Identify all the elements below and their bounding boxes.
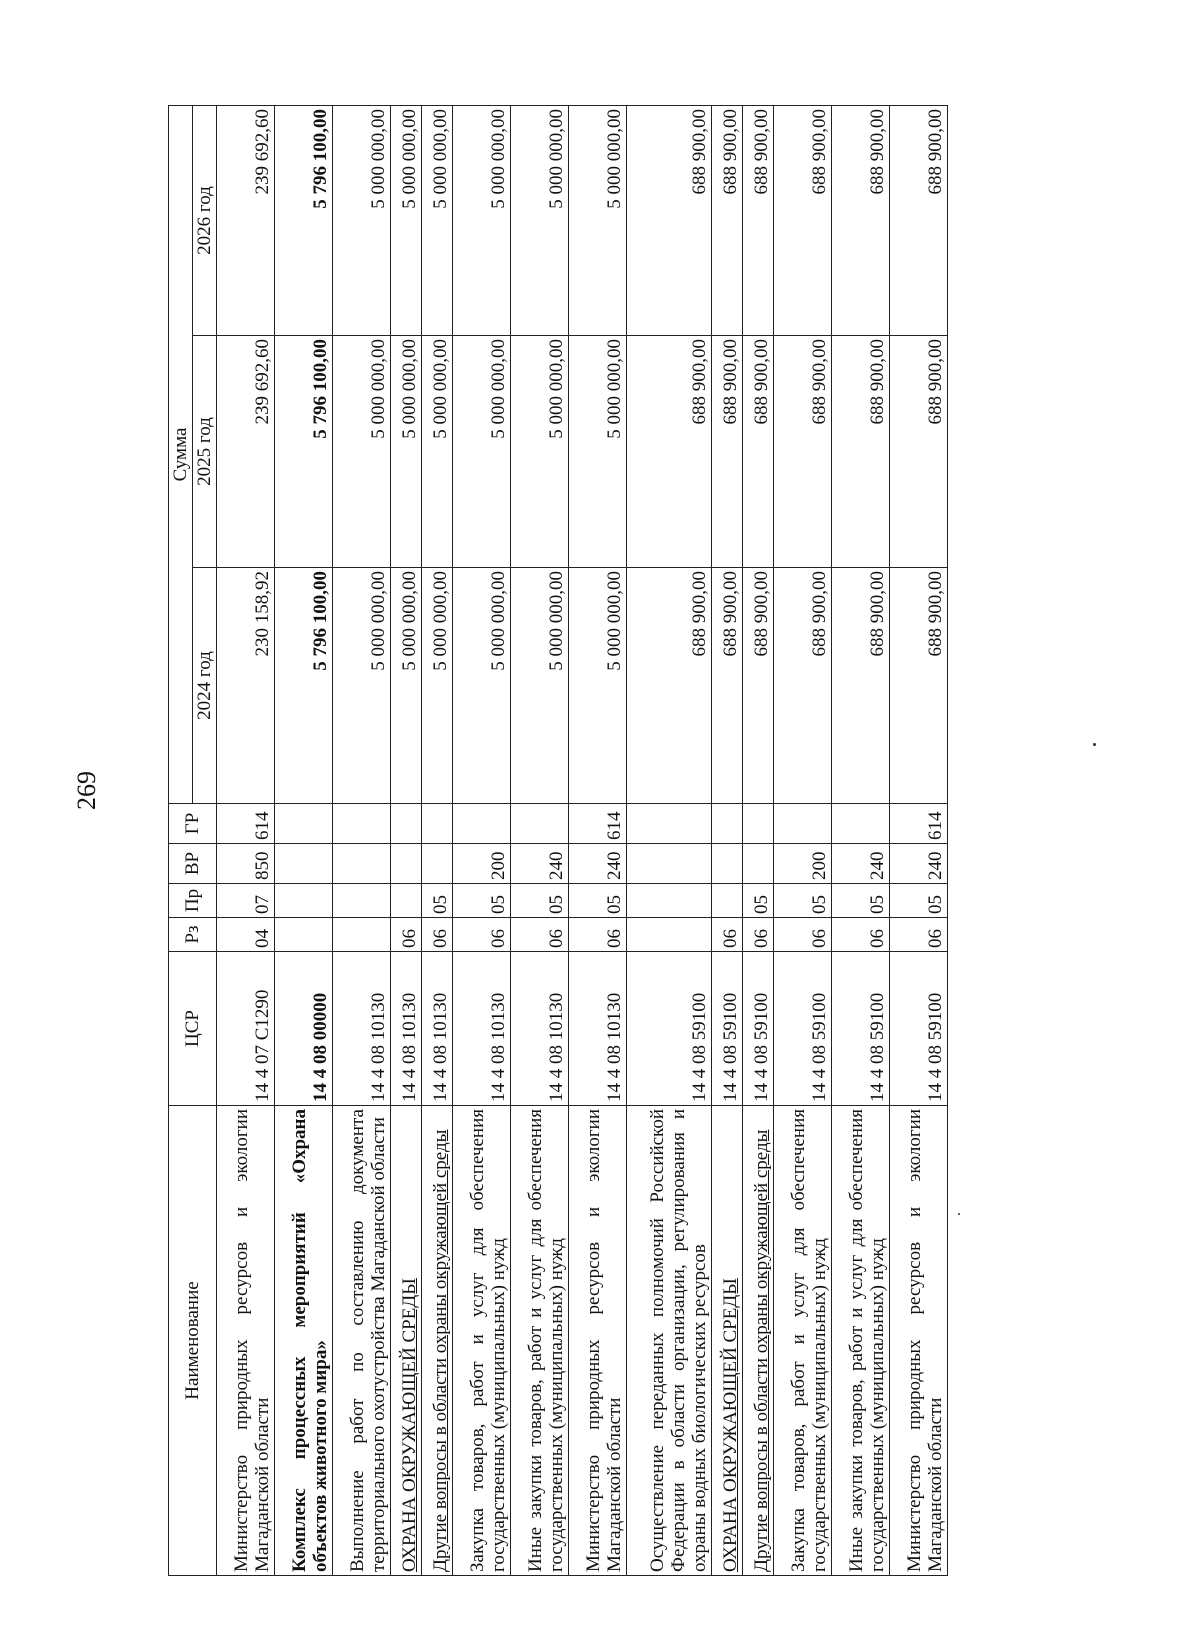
cell-csr: 14 4 08 10130	[510, 952, 568, 1106]
cell-y2026: 688 900,00	[831, 105, 889, 335]
cell-y2026: 688 900,00	[773, 105, 831, 335]
cell-gr	[452, 804, 510, 844]
cell-y2025: 688 900,00	[626, 336, 711, 568]
cell-rz: 06	[421, 918, 452, 952]
cell-y2024: 688 900,00	[889, 568, 947, 804]
cell-rz: 06	[831, 918, 889, 952]
cell-gr: 614	[889, 804, 947, 844]
cell-y2026: 5 000 000,00	[391, 105, 422, 335]
cell-name: Другие вопросы в области охраны окружающей среды	[742, 1106, 773, 1576]
cell-y2025: 688 900,00	[742, 336, 773, 568]
cell-vr	[742, 844, 773, 884]
table-row	[889, 105, 947, 1575]
cell-vr	[391, 844, 422, 884]
cell-csr: 14 4 08 59100	[712, 952, 743, 1106]
table-row	[626, 105, 711, 1575]
cell-pr: 05	[889, 884, 947, 918]
cell-y2026: 5 000 000,00	[568, 105, 626, 335]
cell-y2024: 688 900,00	[712, 568, 743, 804]
header-csr: ЦСР	[169, 952, 217, 1106]
cell-gr: 614	[568, 804, 626, 844]
cell-pr: 05	[773, 884, 831, 918]
cell-y2025: 688 900,00	[712, 336, 743, 568]
cell-y2024: 5 000 000,00	[452, 568, 510, 804]
cell-pr: 05	[831, 884, 889, 918]
cell-y2024: 688 900,00	[831, 568, 889, 804]
cell-csr: 14 4 07 C1290	[217, 952, 275, 1106]
cell-gr	[391, 804, 422, 844]
cell-vr: 240	[889, 844, 947, 884]
cell-pr	[275, 884, 333, 918]
cell-rz	[275, 918, 333, 952]
cell-y2024: 5 000 000,00	[421, 568, 452, 804]
cell-rz: 06	[568, 918, 626, 952]
table-row	[391, 105, 422, 1575]
cell-rz	[333, 918, 391, 952]
cell-gr	[626, 804, 711, 844]
cell-y2024: 688 900,00	[626, 568, 711, 804]
cell-y2026: 5 796 100,00	[275, 105, 333, 335]
cell-gr	[333, 804, 391, 844]
header-rz: Рз	[169, 918, 217, 952]
cell-gr	[773, 804, 831, 844]
cell-name: Иные закупки товаров, работ и услуг для обеспечения государственных (муниципальных) нужд	[831, 1106, 889, 1576]
cell-csr: 14 4 08 59100	[831, 952, 889, 1106]
cell-rz: 06	[889, 918, 947, 952]
cell-name: Другие вопросы в области охраны окружающей среды	[421, 1106, 452, 1576]
cell-csr: 14 4 08 10130	[391, 952, 422, 1106]
cell-pr: 05	[421, 884, 452, 918]
cell-y2025: 5 000 000,00	[568, 336, 626, 568]
cell-rz: 06	[510, 918, 568, 952]
cell-y2024: 5 000 000,00	[391, 568, 422, 804]
cell-y2025: 688 900,00	[831, 336, 889, 568]
cell-name: ОХРАНА ОКРУЖАЮЩЕЙ СРЕДЫ	[391, 1106, 422, 1576]
cell-csr: 14 4 08 59100	[889, 952, 947, 1106]
cell-gr	[510, 804, 568, 844]
cell-name: Осуществление переданных полномочий Российской Федерации в области организации, регулирования и охраны водных биологических ресурсов	[626, 1106, 711, 1576]
cell-y2026: 688 900,00	[712, 105, 743, 335]
cell-gr	[421, 804, 452, 844]
cell-pr	[391, 884, 422, 918]
table-row	[510, 105, 568, 1575]
table-row	[831, 105, 889, 1575]
table-row	[421, 105, 452, 1575]
cell-csr: 14 4 08 10130	[333, 952, 391, 1106]
table-row	[452, 105, 510, 1575]
cell-vr	[421, 844, 452, 884]
cell-pr: 07	[217, 884, 275, 918]
cell-vr: 240	[831, 844, 889, 884]
page-number: 269	[72, 771, 101, 810]
cell-name: ОХРАНА ОКРУЖАЮЩЕЙ СРЕДЫ	[712, 1106, 743, 1576]
cell-pr	[333, 884, 391, 918]
cell-y2025: 5 000 000,00	[391, 336, 422, 568]
cell-y2025: 5 000 000,00	[510, 336, 568, 568]
cell-vr: 240	[510, 844, 568, 884]
cell-y2026: 5 000 000,00	[510, 105, 568, 335]
cell-y2024: 5 000 000,00	[568, 568, 626, 804]
cell-y2026: 239 692,60	[217, 105, 275, 335]
cell-csr: 14 4 08 59100	[773, 952, 831, 1106]
header-pr: Пр	[169, 884, 217, 918]
cell-y2026: 688 900,00	[889, 105, 947, 335]
table-body	[217, 105, 948, 1575]
cell-vr	[275, 844, 333, 884]
cell-vr	[626, 844, 711, 884]
cell-name: Иные закупки товаров, работ и услуг для обеспечения государственных (муниципальных) нужд	[510, 1106, 568, 1576]
cell-y2025: 5 000 000,00	[333, 336, 391, 568]
cell-vr: 200	[452, 844, 510, 884]
cell-vr: 240	[568, 844, 626, 884]
cell-y2026: 688 900,00	[742, 105, 773, 335]
cell-y2025: 5 000 000,00	[452, 336, 510, 568]
cell-y2025: 239 692,60	[217, 336, 275, 568]
cell-vr	[333, 844, 391, 884]
scan-speck	[958, 1213, 960, 1215]
cell-y2024: 5 000 000,00	[333, 568, 391, 804]
cell-vr: 200	[773, 844, 831, 884]
cell-y2026: 5 000 000,00	[421, 105, 452, 335]
cell-pr: 05	[510, 884, 568, 918]
cell-name: Комплекс процессных мероприятий «Охрана объектов животного мира»	[275, 1106, 333, 1576]
header-sum: Сумма	[169, 105, 193, 803]
cell-rz: 06	[391, 918, 422, 952]
cell-rz: 06	[452, 918, 510, 952]
table-row	[275, 105, 333, 1575]
cell-y2024: 5 000 000,00	[510, 568, 568, 804]
header-year-2026: 2026 год	[193, 105, 217, 335]
cell-gr	[742, 804, 773, 844]
cell-vr	[712, 844, 743, 884]
cell-gr	[712, 804, 743, 844]
cell-csr: 14 4 08 00000	[275, 952, 333, 1106]
rotated-table-container	[168, 106, 948, 1576]
cell-rz: 06	[773, 918, 831, 952]
table-row	[333, 105, 391, 1575]
budget-table	[168, 105, 948, 1576]
cell-csr: 14 4 08 59100	[742, 952, 773, 1106]
cell-rz: 06	[712, 918, 743, 952]
cell-y2026: 5 000 000,00	[333, 105, 391, 335]
cell-name: Выполнение работ по составлению документа территориального охотустройства Магаданской области	[333, 1106, 391, 1576]
header-year-2025: 2025 год	[193, 336, 217, 568]
table-row	[742, 105, 773, 1575]
cell-name: Закупка товаров, работ и услуг для обеспечения государственных (муниципальных) нужд	[773, 1106, 831, 1576]
cell-gr	[831, 804, 889, 844]
cell-y2026: 5 000 000,00	[452, 105, 510, 335]
table-row	[773, 105, 831, 1575]
cell-gr	[275, 804, 333, 844]
table-row	[712, 105, 743, 1575]
cell-vr: 850	[217, 844, 275, 884]
cell-pr: 05	[742, 884, 773, 918]
scan-speck	[1093, 743, 1096, 746]
cell-rz: 06	[742, 918, 773, 952]
header-gr: ГР	[169, 804, 217, 844]
table-row	[568, 105, 626, 1575]
cell-rz: 04	[217, 918, 275, 952]
cell-pr: 05	[452, 884, 510, 918]
cell-y2024: 688 900,00	[742, 568, 773, 804]
cell-y2026: 688 900,00	[626, 105, 711, 335]
cell-y2025: 5 000 000,00	[421, 336, 452, 568]
cell-y2024: 5 796 100,00	[275, 568, 333, 804]
header-row-1	[169, 105, 193, 1575]
cell-y2024: 688 900,00	[773, 568, 831, 804]
cell-csr: 14 4 08 10130	[452, 952, 510, 1106]
cell-y2025: 688 900,00	[889, 336, 947, 568]
cell-name: Министерство природных ресурсов и экологии Магаданской области	[217, 1106, 275, 1576]
cell-gr: 614	[217, 804, 275, 844]
cell-y2025: 5 796 100,00	[275, 336, 333, 568]
cell-csr: 14 4 08 10130	[568, 952, 626, 1106]
header-name: Наименование	[169, 1106, 217, 1576]
cell-rz	[626, 918, 711, 952]
cell-pr	[626, 884, 711, 918]
cell-name: Закупка товаров, работ и услуг для обеспечения государственных (муниципальных) нужд	[452, 1106, 510, 1576]
cell-name: Министерство природных ресурсов и экологии Магаданской области	[568, 1106, 626, 1576]
table-row	[217, 105, 275, 1575]
header-year-2024: 2024 год	[193, 568, 217, 804]
cell-csr: 14 4 08 10130	[421, 952, 452, 1106]
cell-csr: 14 4 08 59100	[626, 952, 711, 1106]
cell-pr	[712, 884, 743, 918]
header-vr: ВР	[169, 844, 217, 884]
cell-y2025: 688 900,00	[773, 336, 831, 568]
cell-pr: 05	[568, 884, 626, 918]
cell-y2024: 230 158,92	[217, 568, 275, 804]
cell-name: Министерство природных ресурсов и экологии Магаданской области	[889, 1106, 947, 1576]
